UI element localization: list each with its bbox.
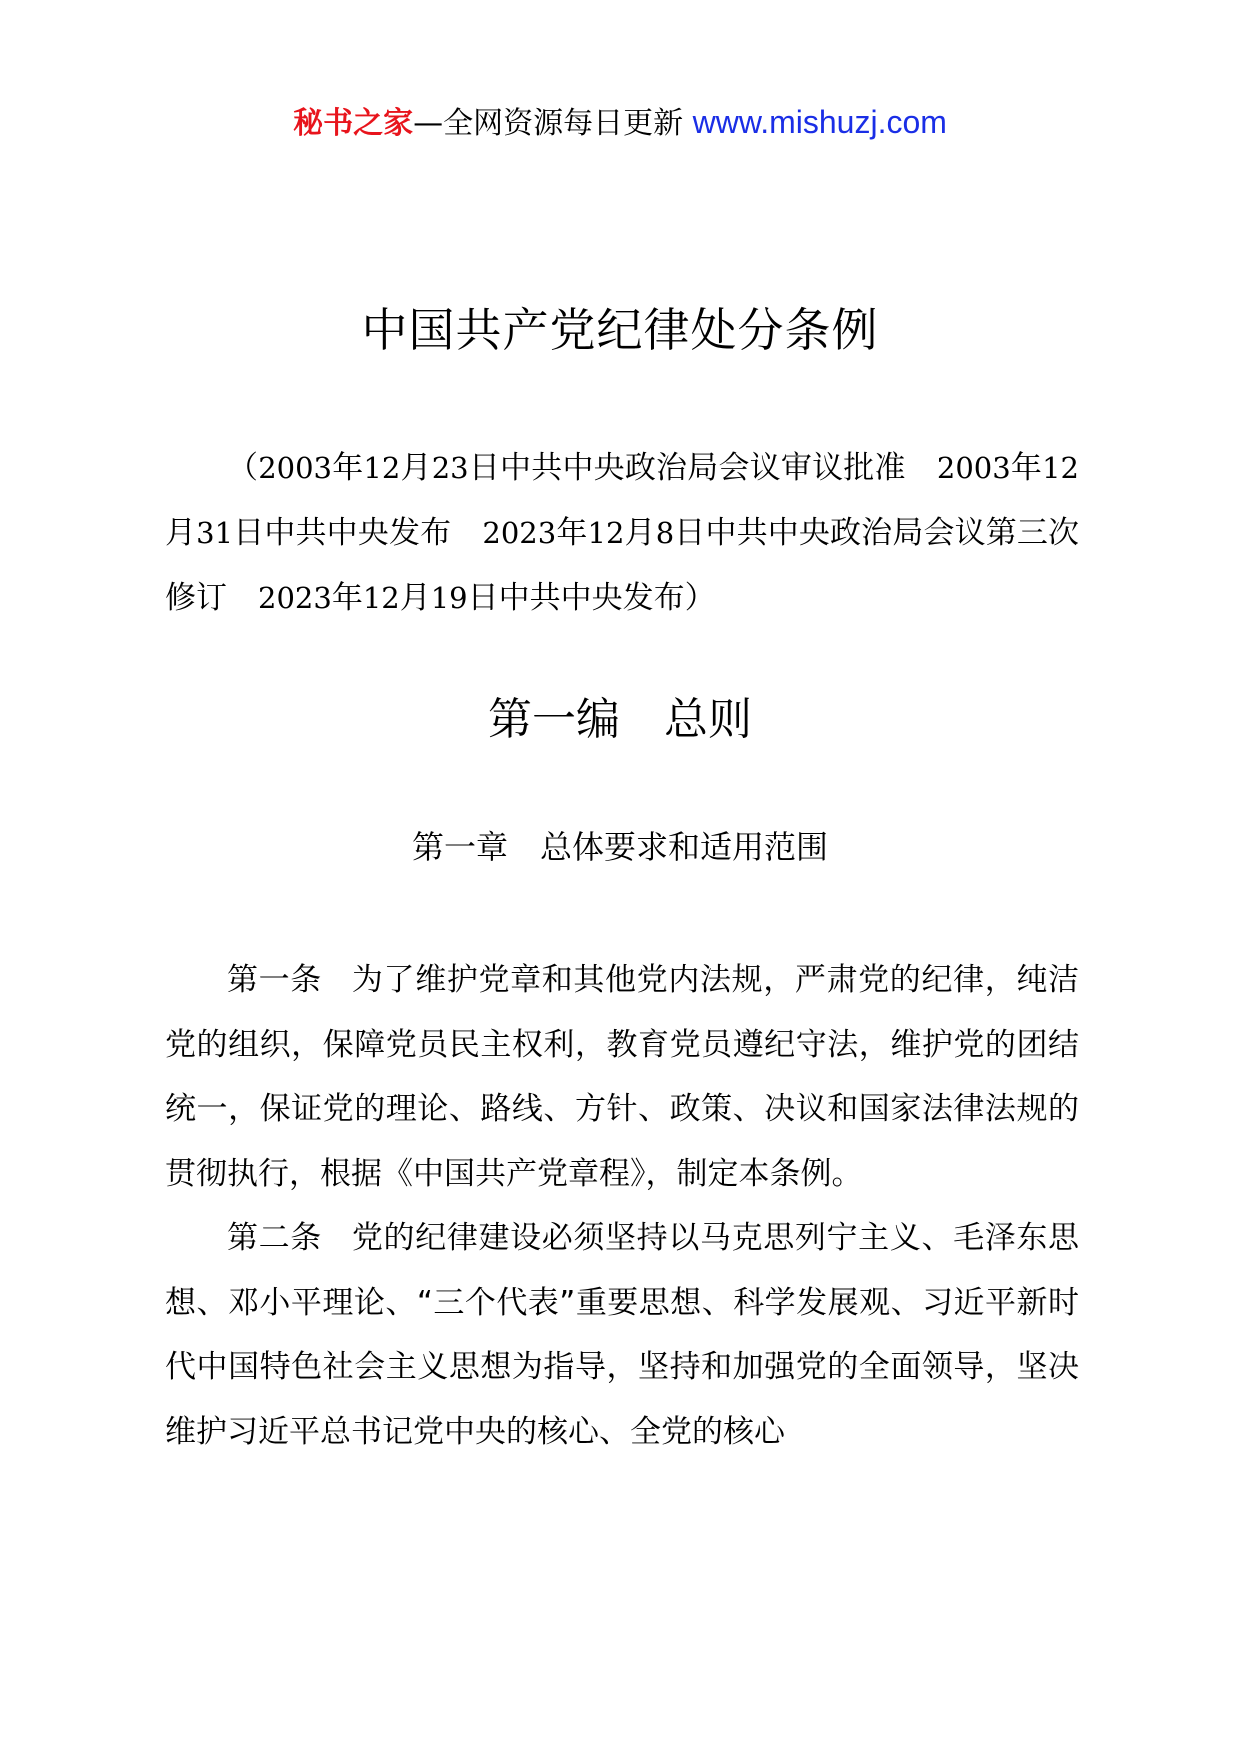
- document-title: 中国共产党纪律处分条例: [361, 303, 879, 357]
- site-url-link[interactable]: www.mishuzj.com: [692, 104, 947, 140]
- site-tagline: —全网资源每日更新: [413, 106, 693, 141]
- site-header-banner: [0, 100, 1240, 146]
- article-1: [165, 948, 1079, 1206]
- article-text: 为了维护党章和其他党内法规，严肃党的纪律，纯洁党的组织，保障党员民主权利，教育党员遵纪守法，维护党的团结统一，保证党的理论、路线、方针、政策、决议和国家法律法规的贯彻执行，根据《中国共产党章程》，制定本条例。: [165, 962, 1079, 1192]
- article-2: [165, 1206, 1079, 1464]
- article-label: 第一条: [227, 962, 322, 998]
- article-label: 第二条: [227, 1220, 322, 1256]
- adoption-note: （2003年12月23日中共中央政治局会议审议批准 2003年12月31日中共中央发布 2023年12月8日中共中央政治局会议第三次修订 2023年12月19日中共中央发布）: [165, 450, 1080, 616]
- article-text: 党的纪律建设必须坚持以马克思列宁主义、毛泽东思想、邓小平理论、“三个代表”重要思想、科学发展观、习近平新时代中国特色社会主义思想为指导，坚持和加强党的全面领导，坚决维护习近平总书记党中央的核心、全党的核心: [165, 1220, 1079, 1450]
- article-list: [165, 948, 1079, 1464]
- part-title: 第一编 总则: [488, 694, 752, 745]
- site-brand-name: 秘书之家: [293, 106, 414, 141]
- chapter-title: 第一章 总体要求和适用范围: [411, 828, 828, 866]
